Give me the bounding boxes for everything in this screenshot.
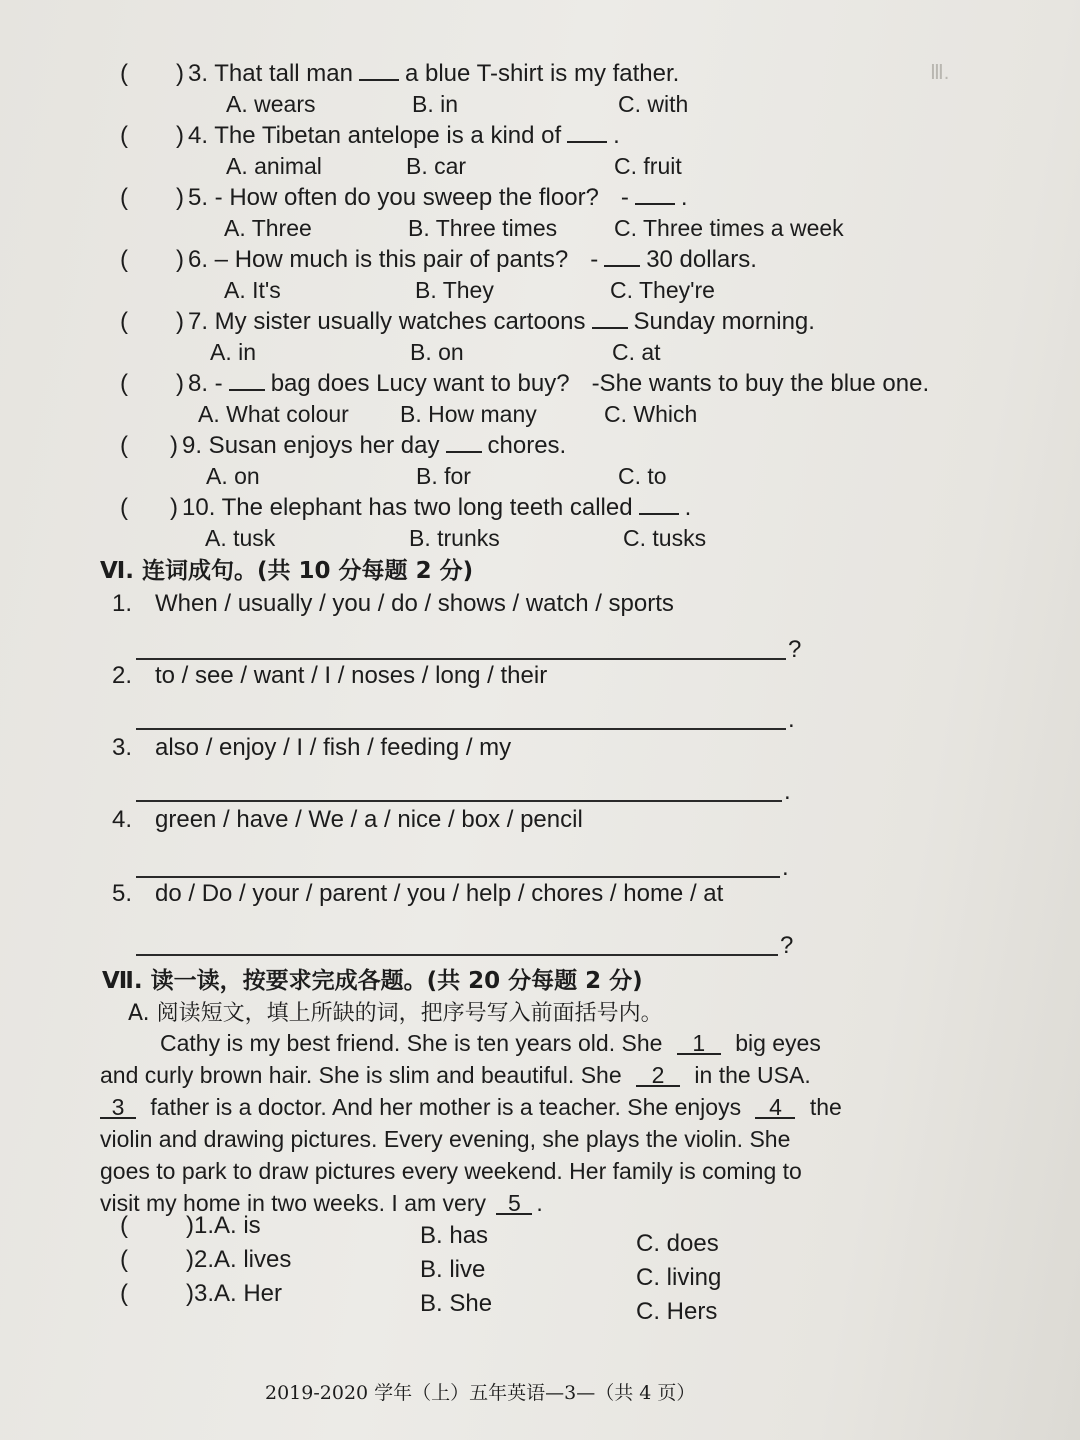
answer-paren-open[interactable]: ( [120, 184, 128, 211]
option-a[interactable]: A. It's [224, 277, 281, 303]
scrambled-words: to / see / want / I / noses / long / their [155, 662, 548, 689]
question-row [120, 494, 692, 522]
scrambled-words: When / usually / you / do / shows / watch / sports [155, 590, 674, 617]
option-c[interactable]: C. does [636, 1230, 719, 1257]
scrambled-words: do / Do / your / parent / you / help / chores / home / at [155, 880, 724, 907]
option-b[interactable]: B. on [410, 339, 464, 365]
question-row [120, 60, 680, 88]
answer-paren-open[interactable]: ( [120, 432, 128, 459]
end-punctuation: ? [780, 932, 794, 959]
scrambled-words: green / have / We / a / nice / box / pencil [155, 806, 583, 833]
answer-blank[interactable] [567, 140, 607, 143]
option-a[interactable]: )3.A. Her [186, 1280, 283, 1307]
option-b[interactable]: B. How many [400, 401, 537, 427]
answer-line[interactable] [136, 954, 778, 956]
bleed-through-text: Ⅲ. [930, 62, 950, 84]
section-6-title: Ⅵ. 连词成句。(共 10 分每题 2 分) [100, 558, 474, 584]
option-a[interactable]: A. tusk [205, 525, 276, 551]
question-text [176, 308, 815, 336]
option-c[interactable]: C. Which [604, 401, 698, 427]
passage-text: . [536, 1190, 543, 1216]
answer-paren-open[interactable]: ( [120, 1246, 128, 1273]
answer-blank[interactable] [359, 78, 399, 81]
question-stem: 8. - [188, 370, 223, 397]
question-text [176, 246, 757, 274]
answer-paren-close: ) [176, 122, 184, 149]
end-punctuation: . [788, 706, 795, 733]
item-number: 2. [112, 662, 133, 689]
option-b[interactable]: B. for [416, 463, 471, 489]
question-text-part: - [590, 246, 599, 273]
option-c[interactable]: C. at [612, 339, 661, 365]
answer-blank[interactable] [604, 264, 640, 267]
option-b[interactable]: B. trunks [409, 525, 500, 551]
question-stem: 3. That tall man [188, 60, 353, 87]
option-c[interactable]: C. with [618, 91, 689, 117]
passage-line-5: goes to park to draw pictures every weekend. Her family is coming to [100, 1158, 802, 1184]
passage-text: in the USA. [694, 1062, 811, 1088]
option-a[interactable]: )1.A. is [186, 1212, 261, 1239]
answer-paren-open[interactable]: ( [120, 246, 128, 273]
passage-line-2 [100, 1062, 811, 1089]
answer-blank[interactable] [229, 388, 265, 391]
question-stem: 5. - How often do you sweep the floor? [188, 184, 599, 211]
end-punctuation: . [782, 854, 789, 881]
question-text-part: 30 dollars. [646, 246, 757, 273]
question-stem: 10. The elephant has two long teeth called [182, 494, 633, 521]
answer-line[interactable] [136, 876, 780, 878]
option-b[interactable]: B. has [420, 1222, 489, 1249]
question-text [176, 122, 620, 150]
passage-line-6 [100, 1190, 543, 1217]
question-text-part: . [613, 122, 620, 149]
answer-blank[interactable] [446, 450, 482, 453]
answer-paren-close: ) [176, 246, 184, 273]
blank-5[interactable]: 5 [496, 1193, 532, 1215]
answer-paren-open[interactable]: ( [120, 494, 128, 521]
end-punctuation: ? [788, 636, 802, 663]
option-b[interactable]: B. car [406, 153, 467, 179]
passage-text: and curly brown hair. She is slim and beautiful. She [100, 1062, 622, 1088]
option-c[interactable]: C. Three times a week [614, 215, 844, 241]
passage-text: the [809, 1094, 842, 1120]
question-text [176, 370, 929, 398]
answer-paren-open[interactable]: ( [120, 60, 128, 87]
question-text-part: - [620, 184, 629, 211]
question-text-part: . [680, 184, 688, 211]
option-a[interactable]: )2.A. lives [186, 1246, 292, 1273]
passage-line-1 [160, 1030, 821, 1057]
section-7-title: Ⅶ. 读一读，按要求完成各题。(共 20 分每题 2 分) [102, 968, 643, 994]
question-text [176, 60, 679, 88]
blank-4[interactable]: 4 [755, 1097, 795, 1119]
passage-text: Cathy is my best friend. She is ten years old. She [160, 1030, 663, 1056]
item-number: 5. [112, 880, 133, 907]
question-stem: 4. The Tibetan antelope is a kind of [188, 122, 562, 149]
answer-line[interactable] [136, 800, 782, 802]
question-text [170, 494, 691, 522]
option-b[interactable]: B. She [420, 1290, 493, 1317]
passage-line-3 [100, 1094, 842, 1121]
item-number: 3. [112, 734, 133, 761]
option-c[interactable]: C. to [618, 463, 667, 489]
answer-paren-close: ) [176, 60, 184, 87]
option-a[interactable]: A. What colour [198, 401, 349, 427]
passage-text: father is a doctor. And her mother is a teacher. She enjoys [150, 1094, 742, 1120]
question-text-part: . [684, 494, 692, 521]
option-c[interactable]: C. tusks [623, 525, 707, 551]
answer-paren-close: ) [170, 432, 178, 459]
item-number: 4. [112, 806, 133, 833]
question-text-part: bag does Lucy want to buy? [270, 370, 570, 397]
item-number: 1. [112, 590, 133, 617]
answer-paren-close: ) [176, 184, 184, 211]
answer-paren-close: ) [176, 308, 184, 335]
option-b[interactable]: B. in [412, 91, 459, 117]
option-c[interactable]: C. They're [610, 277, 715, 303]
option-c[interactable]: C. fruit [614, 153, 682, 179]
answer-paren-open[interactable]: ( [120, 122, 128, 149]
answer-line[interactable] [136, 658, 786, 660]
option-c[interactable]: C. living [636, 1264, 722, 1291]
question-row [120, 308, 815, 336]
option-b[interactable]: B. Three times [408, 215, 558, 241]
answer-blank[interactable] [639, 512, 679, 515]
option-c[interactable]: C. Hers [636, 1298, 718, 1325]
question-text [170, 432, 566, 460]
answer-paren-open[interactable]: ( [120, 370, 128, 397]
question-row [120, 246, 757, 274]
question-row [120, 432, 567, 460]
question-text-part: -She wants to buy the blue one. [591, 370, 930, 397]
answer-paren-open[interactable]: ( [120, 1280, 128, 1307]
question-stem: 9. Susan enjoys her day [182, 432, 440, 459]
end-punctuation: . [784, 778, 791, 805]
answer-paren-open[interactable]: ( [120, 308, 128, 335]
answer-line[interactable] [136, 728, 786, 730]
answer-blank[interactable] [635, 202, 675, 205]
section-7a-instruction: A. 阅读短文，填上所缺的词，把序号写入前面括号内。 [128, 1001, 663, 1026]
option-a[interactable]: A. animal [226, 153, 322, 179]
passage-line-4: violin and drawing pictures. Every evening, she plays the violin. She [100, 1126, 791, 1152]
answer-paren-close: ) [170, 494, 178, 521]
answer-paren-open[interactable]: ( [120, 1212, 128, 1239]
question-text-part: a blue T-shirt is my father. [404, 60, 680, 87]
question-row [120, 370, 930, 398]
blank-3[interactable]: 3 [100, 1097, 136, 1119]
option-a[interactable]: A. wears [226, 91, 316, 117]
question-row [120, 122, 620, 150]
scrambled-words: also / enjoy / I / fish / feeding / my [155, 734, 512, 761]
question-stem: 7. My sister usually watches cartoons [188, 308, 586, 335]
option-a[interactable]: A. on [206, 463, 260, 489]
page-footer: 2019-2020 学年（上）五年英语—3—（共 4 页） [265, 1382, 696, 1404]
question-text-part: Sunday morning. [633, 308, 815, 335]
answer-blank[interactable] [592, 326, 628, 329]
blank-1[interactable]: 1 [677, 1033, 721, 1055]
passage-text: visit my home in two weeks. I am very [100, 1190, 486, 1216]
answer-paren-close: ) [176, 370, 184, 397]
question-text-part: chores. [487, 432, 567, 459]
passage-text: big eyes [735, 1030, 821, 1056]
question-stem: 6. – How much is this pair of pants? [188, 246, 569, 273]
question-text [176, 184, 688, 212]
option-b[interactable]: B. live [420, 1256, 486, 1283]
option-a[interactable]: A. in [210, 339, 257, 365]
option-b[interactable]: B. They [415, 277, 494, 303]
question-row [120, 184, 688, 212]
blank-2[interactable]: 2 [636, 1065, 680, 1087]
option-a[interactable]: A. Three [224, 215, 312, 241]
